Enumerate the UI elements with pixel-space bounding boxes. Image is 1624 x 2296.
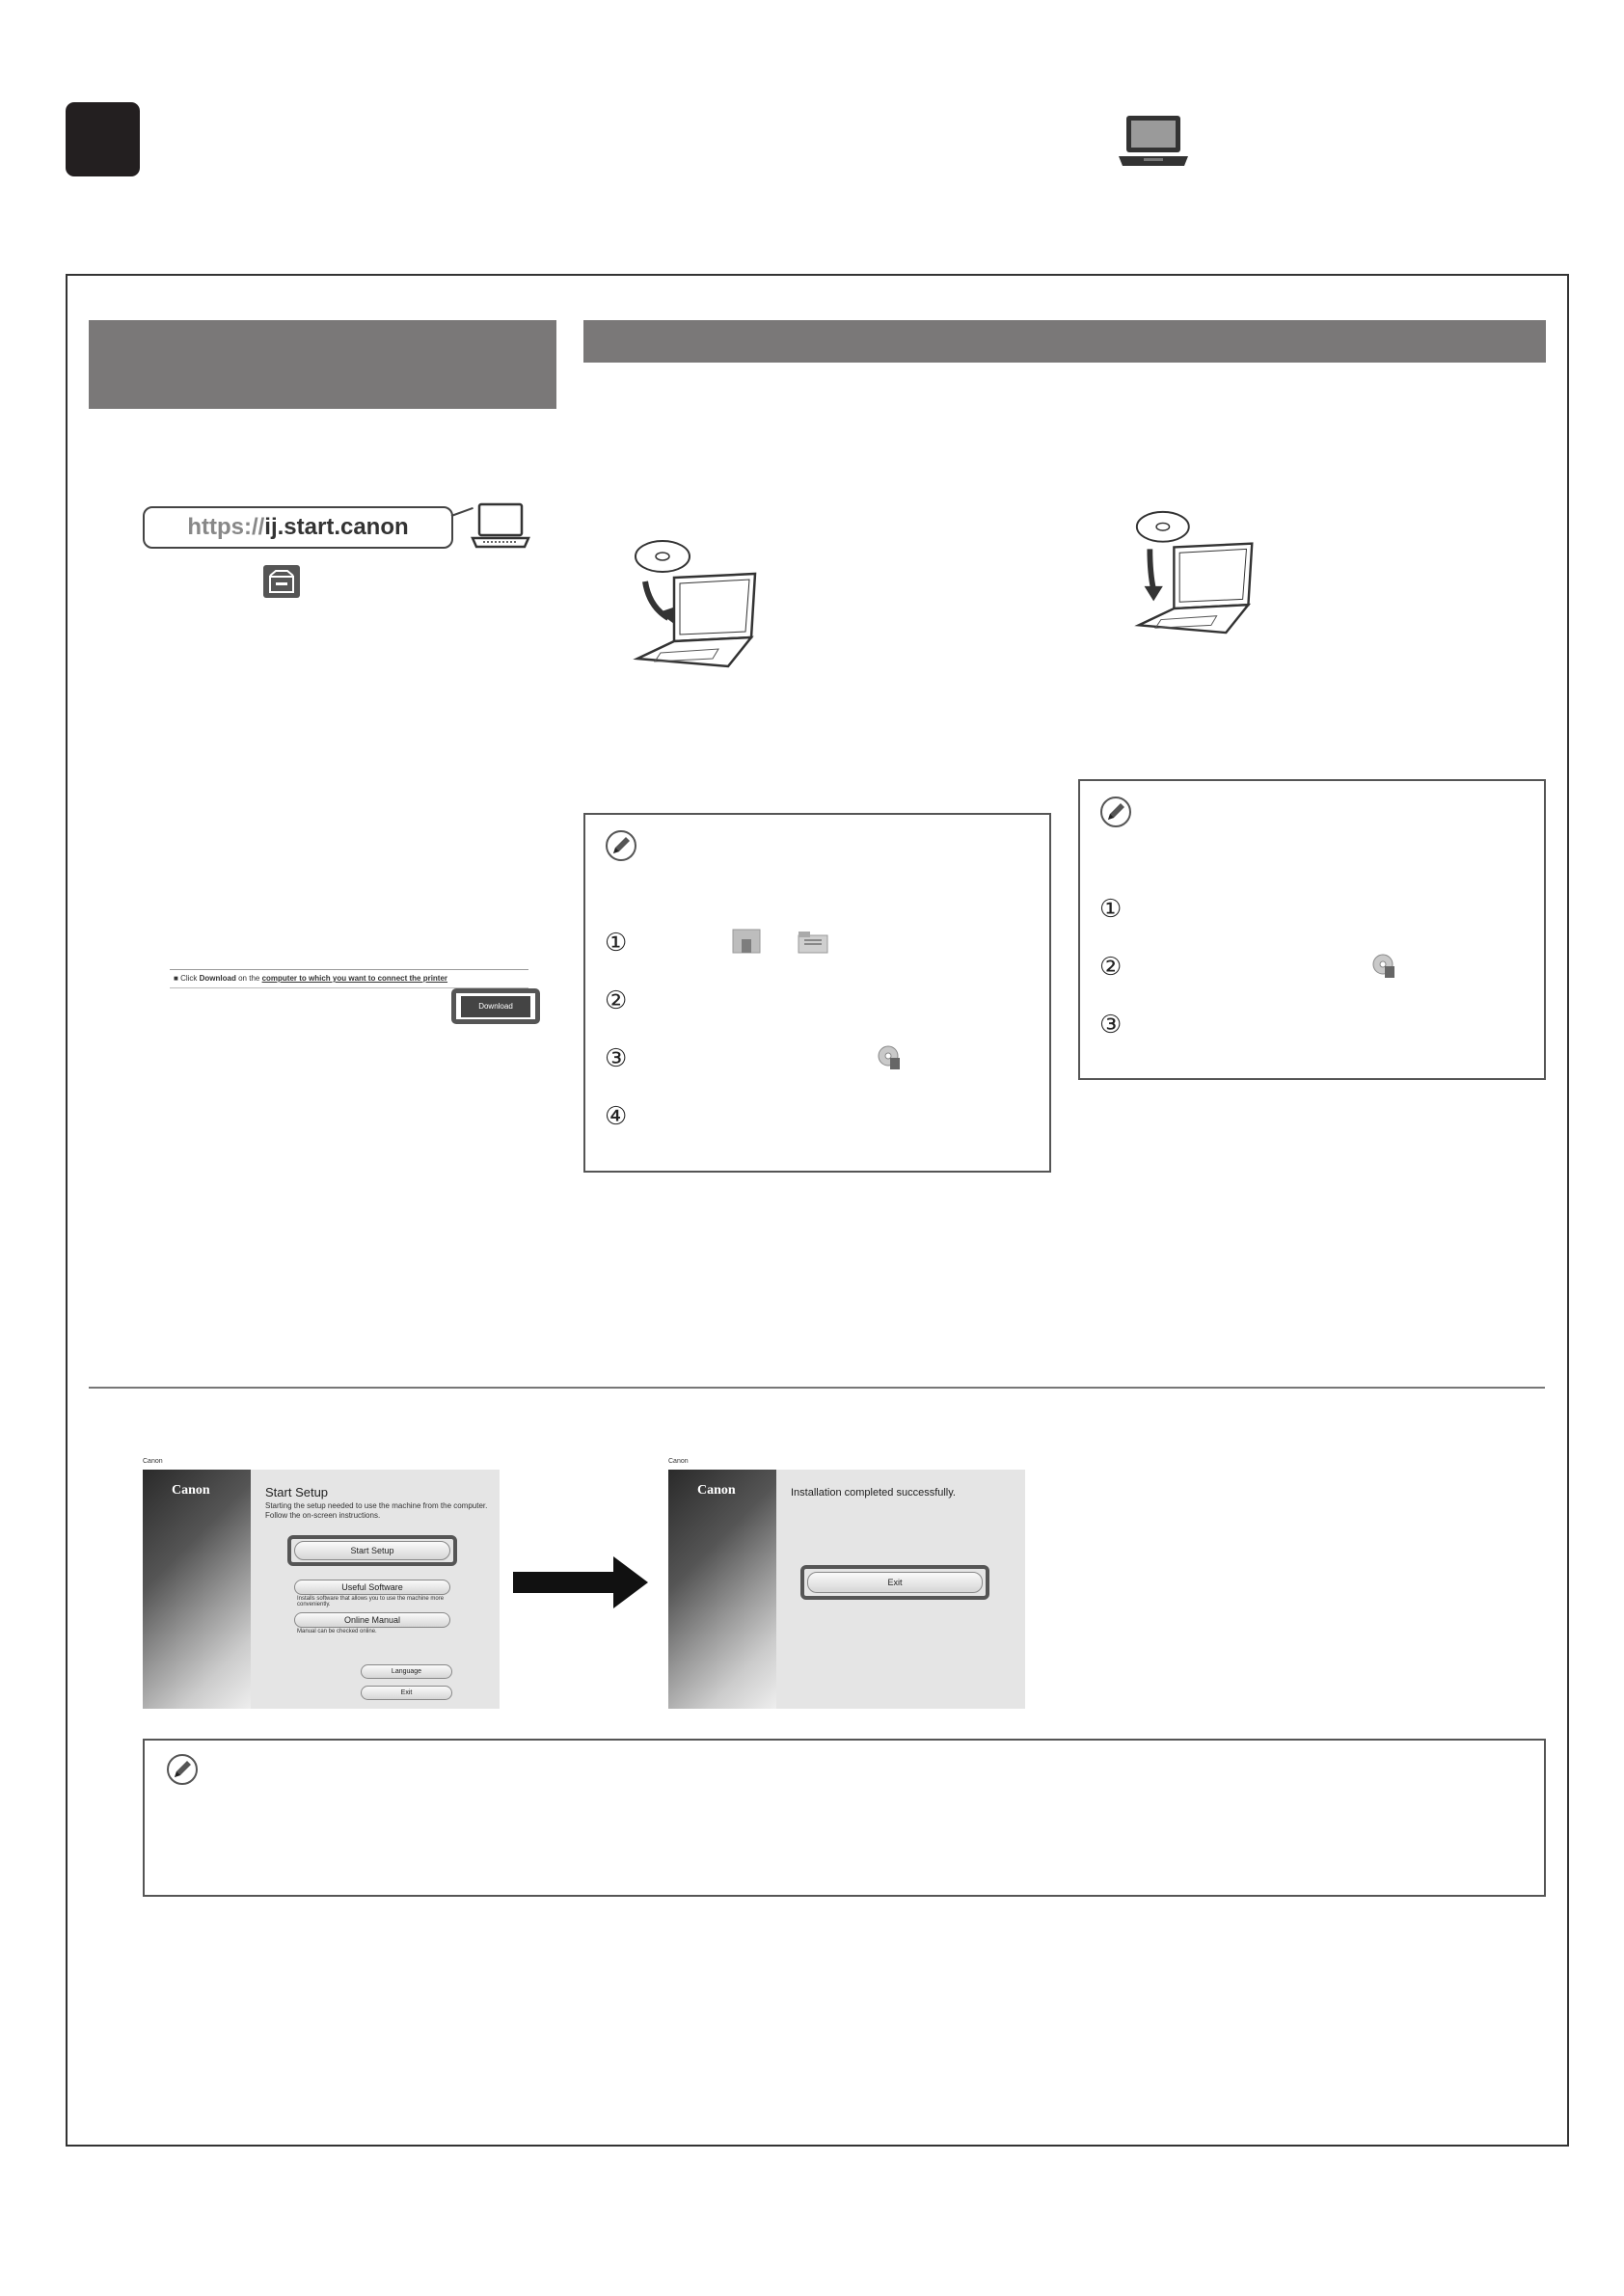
instruction-bold: Download — [199, 974, 236, 983]
exit-button[interactable]: Exit — [807, 1572, 983, 1593]
note-pencil-icon — [605, 829, 637, 862]
note-pencil-icon — [166, 1753, 199, 1786]
note-box-right — [1078, 779, 1546, 1080]
step-number: ② — [605, 986, 628, 1015]
screen-title: Start Setup — [265, 1485, 329, 1499]
bullet-icon: ■ — [174, 974, 181, 983]
download-instruction — [174, 974, 447, 983]
canon-logo: Canon — [172, 1483, 210, 1498]
screen-subtitle: Follow the on-screen instructions. — [265, 1511, 381, 1520]
screen-photo — [143, 1470, 251, 1709]
language-button[interactable]: Language — [361, 1664, 452, 1679]
instruction-link[interactable]: computer to which you want to connect the printer — [261, 974, 448, 983]
arrow-right-icon — [513, 1554, 650, 1610]
useful-software-button[interactable]: Useful Software — [294, 1580, 450, 1595]
url-protocol: https:// — [187, 514, 265, 540]
file-explorer-icon — [797, 928, 829, 955]
useful-software-desc: Installs software that allows you to use the machine more conveniently. — [297, 1596, 445, 1607]
step-badge — [66, 102, 140, 176]
screen-header-label: Canon — [143, 1458, 163, 1465]
url-box — [143, 506, 453, 549]
installation-complete-screen — [668, 1470, 1025, 1709]
canon-logo: Canon — [697, 1483, 736, 1498]
online-manual-button[interactable]: Online Manual — [294, 1612, 450, 1628]
note-pencil-icon — [1099, 796, 1132, 828]
instruction-mid: on the — [238, 974, 260, 983]
url-host: ij.start.canon — [264, 514, 409, 540]
instruction-prefix: Click — [180, 974, 198, 983]
step-number: ① — [1099, 895, 1123, 924]
step-number: ② — [1099, 953, 1123, 982]
note-box-bottom — [143, 1739, 1546, 1897]
step-number: ③ — [1099, 1011, 1123, 1040]
start-setup-screen — [143, 1470, 500, 1709]
step-number: ④ — [605, 1102, 628, 1131]
exit-button[interactable]: Exit — [361, 1686, 452, 1700]
cd-laptop-illustration — [1133, 506, 1259, 636]
step-number: ③ — [605, 1044, 628, 1073]
laptop-icon — [1117, 112, 1190, 172]
divider-line — [170, 969, 528, 970]
start-menu-icon — [730, 928, 763, 955]
start-setup-button[interactable]: Start Setup — [294, 1541, 450, 1560]
setup-cd-icon — [1371, 953, 1396, 980]
cd-laptop-illustration — [632, 535, 762, 670]
note-box-left — [583, 813, 1051, 1173]
online-manual-desc: Manual can be checked online. — [297, 1629, 377, 1634]
left-header-bar — [89, 320, 556, 409]
right-header-bar — [583, 320, 1546, 363]
laptop-icon — [470, 501, 531, 552]
screen-photo — [668, 1470, 776, 1709]
screen-header-label: Canon — [668, 1458, 689, 1465]
download-button[interactable]: Download — [461, 996, 530, 1017]
download-icon — [262, 564, 301, 599]
step-number: ① — [605, 929, 628, 958]
setup-cd-icon — [877, 1044, 902, 1071]
completion-message: Installation completed successfully. — [791, 1487, 956, 1499]
section-separator — [89, 1387, 1545, 1389]
screen-subtitle: Starting the setup needed to use the machine from the computer. — [265, 1501, 488, 1510]
